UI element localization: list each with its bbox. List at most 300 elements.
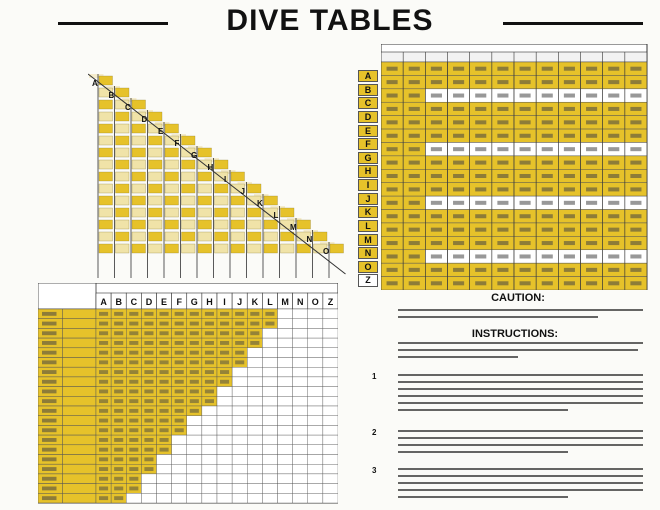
cell-value-mark [630,174,641,178]
bottom-time-cell [262,484,277,494]
cell-value-mark [144,351,153,355]
cell-value-mark [608,67,619,71]
interval-cell [248,184,262,193]
bottom-time-cell [247,445,262,455]
column-group-label: N [296,297,304,307]
limit-cell [62,484,96,494]
cell-value-mark [564,268,575,272]
bottom-time-cell [262,445,277,455]
cell-value-mark [205,331,214,335]
cell-value-mark [175,360,184,364]
diagonal-group-label: K [257,199,263,208]
cell-value-mark [542,254,553,258]
bottom-time-cell [247,474,262,484]
step-text-line [398,374,643,376]
cell-value-mark [431,241,442,245]
cell-value-mark [542,214,553,218]
interval-cell [132,196,146,205]
step-text-line [398,475,643,477]
cell-value-mark [453,147,464,151]
cell-value-mark [630,107,641,111]
depth-value-mark [42,457,57,461]
interval-cell [149,160,163,169]
bottom-time-cell [172,474,187,484]
cell-value-mark [586,214,597,218]
cell-value-mark [220,360,229,364]
bottom-time-cell [262,464,277,474]
diagonal-group-label: N [306,235,313,244]
cell-value-mark [99,438,108,442]
bottom-time-cell [293,435,308,445]
cell-value-mark [431,94,442,98]
cell-value-mark [129,399,138,403]
bottom-time-cell [293,348,308,358]
bottom-time-cell [141,474,156,484]
group-label: L [358,220,378,232]
cell-value-mark [409,174,420,178]
cell-value-mark [475,241,486,245]
bottom-time-cell [262,396,277,406]
bottom-time-cell [308,309,323,319]
cell-value-mark [542,94,553,98]
bottom-time-cell [293,425,308,435]
step-text-line [398,444,643,446]
limit-cell [62,464,96,474]
cell-value-mark [431,120,442,124]
cell-value-mark [630,241,641,245]
bottom-time-cell [172,484,187,494]
limit-cell [62,474,96,484]
cell-value-mark [160,322,169,326]
depth-value-mark [42,399,57,403]
cell-value-mark [630,120,641,124]
bottom-time-cell [172,455,187,465]
cell-value-mark [387,94,398,98]
interval-cell [264,244,278,253]
interval-cell [182,172,196,181]
cell-value-mark [564,120,575,124]
bottom-time-cell [293,464,308,474]
cell-value-mark [160,399,169,403]
bottom-time-cell [141,484,156,494]
bottom-time-cell [308,319,323,329]
limit-cell [62,493,96,503]
bottom-time-cell [308,445,323,455]
limit-cell [62,348,96,358]
cell-value-mark [387,187,398,191]
bottom-time-cell [157,455,172,465]
cell-value-mark [160,380,169,384]
bottom-time-cell [217,464,232,474]
cell-value-mark [99,380,108,384]
cell-value-mark [586,107,597,111]
cell-value-mark [453,228,464,232]
cell-value-mark [564,161,575,165]
cell-value-mark [114,428,123,432]
column-group-label: M [281,297,289,307]
group-label: H [358,165,378,177]
cell-value-mark [431,80,442,84]
bottom-time-cell [293,493,308,503]
bottom-time-cell [157,474,172,484]
cell-value-mark [409,161,420,165]
column-group-label: E [161,297,168,307]
limit-cell [62,406,96,416]
cell-value-mark [630,187,641,191]
cell-value-mark [114,467,123,471]
bottom-time-cell [308,396,323,406]
column-group-label: I [223,297,226,307]
cell-value-mark [431,281,442,285]
cell-value-mark [144,409,153,413]
column-group-label: F [176,297,182,307]
interval-cell [165,184,179,193]
interval-cell [99,220,113,229]
bottom-time-cell [278,445,293,455]
cell-value-mark [99,360,108,364]
bottom-time-cell [172,445,187,455]
cell-value-mark [520,147,531,151]
interval-cell [215,220,229,229]
cell-value-mark [387,80,398,84]
bottom-time-cell [278,455,293,465]
cell-value-mark [586,161,597,165]
interval-cell [116,196,130,205]
cell-value-mark [129,448,138,452]
bottom-time-cell [323,396,338,406]
bottom-time-cell [247,464,262,474]
limit-cell [62,358,96,368]
cell-value-mark [409,228,420,232]
cell-value-mark [205,380,214,384]
cell-value-mark [542,161,553,165]
cell-value-mark [431,201,442,205]
cell-value-mark [190,399,199,403]
bottom-time-cell [232,396,247,406]
interval-cell [132,172,146,181]
cell-value-mark [175,419,184,423]
cell-value-mark [520,254,531,258]
interval-cell [215,232,229,241]
cell-value-mark [99,312,108,316]
cell-value-mark [129,351,138,355]
cell-value-mark [205,341,214,345]
diagonal-group-label: I [224,175,227,184]
bottom-time-cell [308,367,323,377]
cell-value-mark [175,390,184,394]
cell-value-mark [475,94,486,98]
column-group-label: J [237,297,243,307]
bottom-time-cell [187,455,202,465]
cell-value-mark [387,228,398,232]
cell-value-mark [409,147,420,151]
bottom-time-cell [202,474,217,484]
cell-value-mark [190,370,199,374]
cell-value-mark [250,312,259,316]
cell-value-mark [608,94,619,98]
cell-value-mark [99,351,108,355]
cell-value-mark [630,67,641,71]
group-label: N [358,247,378,259]
step-number: 2 [372,428,377,437]
cell-value-mark [586,147,597,151]
cell-value-mark [160,448,169,452]
interval-cell [231,232,245,241]
cell-value-mark [144,322,153,326]
depth-value-mark [42,467,57,471]
bottom-time-cell [293,319,308,329]
bottom-time-cell [247,348,262,358]
cell-value-mark [564,80,575,84]
cell-value-mark [220,322,229,326]
cell-value-mark [409,254,420,258]
cell-value-mark [129,380,138,384]
cell-value-mark [409,281,420,285]
bottom-time-cell [262,328,277,338]
bottom-time-cell [247,484,262,494]
bottom-time-cell [323,367,338,377]
cell-value-mark [608,268,619,272]
bottom-time-cell [293,416,308,426]
bottom-time-cell [247,406,262,416]
cell-value-mark [129,341,138,345]
step-text-line [398,402,643,404]
cell-value-mark [497,281,508,285]
cell-value-mark [205,390,214,394]
cell-value-mark [129,457,138,461]
depth-value-mark [42,380,57,384]
cell-value-mark [497,201,508,205]
cell-value-mark [497,161,508,165]
cell-value-mark [608,80,619,84]
bottom-time-cell [323,328,338,338]
group-label: M [358,234,378,246]
bottom-time-cell [262,338,277,348]
cell-value-mark [497,228,508,232]
cell-value-mark [497,147,508,151]
group-label: F [358,138,378,150]
interval-cell [132,136,146,145]
interval-cell [99,100,113,109]
step-number: 1 [372,372,377,381]
cell-value-mark [453,67,464,71]
cell-value-mark [475,254,486,258]
bottom-time-cell [293,367,308,377]
cell-value-mark [205,360,214,364]
bottom-time-cell [232,445,247,455]
bottom-time-cell [187,493,202,503]
bottom-time-cell [187,484,202,494]
column-group-label: C [130,297,138,307]
cell-value-mark [99,370,108,374]
cell-value-mark [235,312,244,316]
cell-value-mark [630,214,641,218]
bottom-time-cell [293,328,308,338]
cell-value-mark [497,67,508,71]
interval-cell [215,184,229,193]
cell-value-mark [175,399,184,403]
step-text-line [398,451,568,453]
interval-cell [231,196,245,205]
interval-cell [132,148,146,157]
bottom-time-cell [232,474,247,484]
cell-value-mark [520,67,531,71]
bottom-time-cell [187,425,202,435]
bottom-time-cell [278,367,293,377]
interval-cell [231,172,245,181]
cell-value-mark [409,187,420,191]
cell-value-mark [431,161,442,165]
step-text-line [398,496,568,498]
interval-cell [198,184,212,193]
bottom-time-cell [247,367,262,377]
interval-cell [132,124,146,133]
column-group-label: Z [327,297,334,307]
bottom-time-cell [308,377,323,387]
cell-value-mark [205,351,214,355]
cell-value-mark [453,80,464,84]
cell-value-mark [475,281,486,285]
interval-cell [165,172,179,181]
bottom-time-cell [293,338,308,348]
bottom-time-cell [217,396,232,406]
bottom-time-cell [247,396,262,406]
diagonal-group-label: F [174,139,180,148]
interval-cell [248,232,262,241]
cell-value-mark [542,228,553,232]
bottom-time-cell [187,474,202,484]
bottom-time-cell [278,396,293,406]
interval-cell [132,232,146,241]
cell-value-mark [160,370,169,374]
cell-value-mark [586,67,597,71]
cell-value-mark [497,241,508,245]
interval-cell [182,136,196,145]
cell-value-mark [114,341,123,345]
cell-value-mark [129,409,138,413]
interval-cell [116,172,130,181]
cell-value-mark [144,380,153,384]
cell-value-mark [129,428,138,432]
cell-value-mark [409,94,420,98]
bottom-time-cell [217,493,232,503]
cell-value-mark [409,134,420,138]
depth-value-mark [42,312,57,316]
cell-value-mark [497,80,508,84]
cell-value-mark [114,360,123,364]
cell-value-mark [431,147,442,151]
cell-value-mark [99,467,108,471]
page-title: DIVE TABLES [226,4,434,37]
interval-cell [132,184,146,193]
depth-value-mark [42,477,57,481]
cell-value-mark [129,419,138,423]
interval-cell [182,208,196,217]
bottom-time-cell [247,425,262,435]
cell-value-mark [586,80,597,84]
cell-value-mark [114,351,123,355]
cell-value-mark [564,187,575,191]
cell-value-mark [608,120,619,124]
bottom-time-cell [323,309,338,319]
bottom-time-cell [323,416,338,426]
bottom-time-cell [308,387,323,397]
cell-value-mark [99,428,108,432]
depth-value-mark [42,360,57,364]
bottom-time-cell [308,338,323,348]
cell-value-mark [630,80,641,84]
interval-cell [99,124,113,133]
cell-value-mark [409,268,420,272]
cell-value-mark [144,360,153,364]
bottom-time-cell [308,493,323,503]
cell-value-mark [586,228,597,232]
bottom-time-cell [202,493,217,503]
cell-value-mark [129,312,138,316]
step-text-line [398,409,568,411]
cell-value-mark [608,134,619,138]
cell-value-mark [564,134,575,138]
cell-value-mark [497,120,508,124]
interval-cell [165,148,179,157]
bottom-time-cell [293,358,308,368]
cell-value-mark [144,399,153,403]
left-header [38,283,96,309]
cell-value-mark [250,341,259,345]
bottom-time-cell [262,474,277,484]
cell-value-mark [475,147,486,151]
cell-value-mark [387,147,398,151]
intro-text-line [398,356,518,358]
cell-value-mark [608,281,619,285]
cell-value-mark [497,187,508,191]
interval-cell [215,160,229,169]
cell-value-mark [160,390,169,394]
cell-value-mark [190,341,199,345]
cell-value-mark [431,134,442,138]
interval-cell [132,208,146,217]
depth-value-mark [42,448,57,452]
interval-cell [99,148,113,157]
cell-value-mark [129,390,138,394]
cell-value-mark [144,331,153,335]
limit-cell [62,425,96,435]
cell-value-mark [431,254,442,258]
bottom-time-cell [293,445,308,455]
bottom-time-cell [278,348,293,358]
cell-value-mark [608,187,619,191]
cell-value-mark [586,281,597,285]
cell-value-mark [144,312,153,316]
interval-cell [281,244,295,253]
cell-value-mark [387,174,398,178]
cell-value-mark [542,281,553,285]
cell-value-mark [235,341,244,345]
cell-value-mark [99,322,108,326]
interval-cell [116,148,130,157]
bottom-time-cell [293,377,308,387]
cell-value-mark [630,161,641,165]
interval-cell [248,244,262,253]
interval-cell [182,196,196,205]
interval-cell [116,136,130,145]
cell-value-mark [409,80,420,84]
cell-value-mark [564,241,575,245]
caution-heading: CAUTION: [491,292,545,304]
caution-text-line [398,316,598,318]
bottom-time-cell [157,464,172,474]
cell-value-mark [114,380,123,384]
